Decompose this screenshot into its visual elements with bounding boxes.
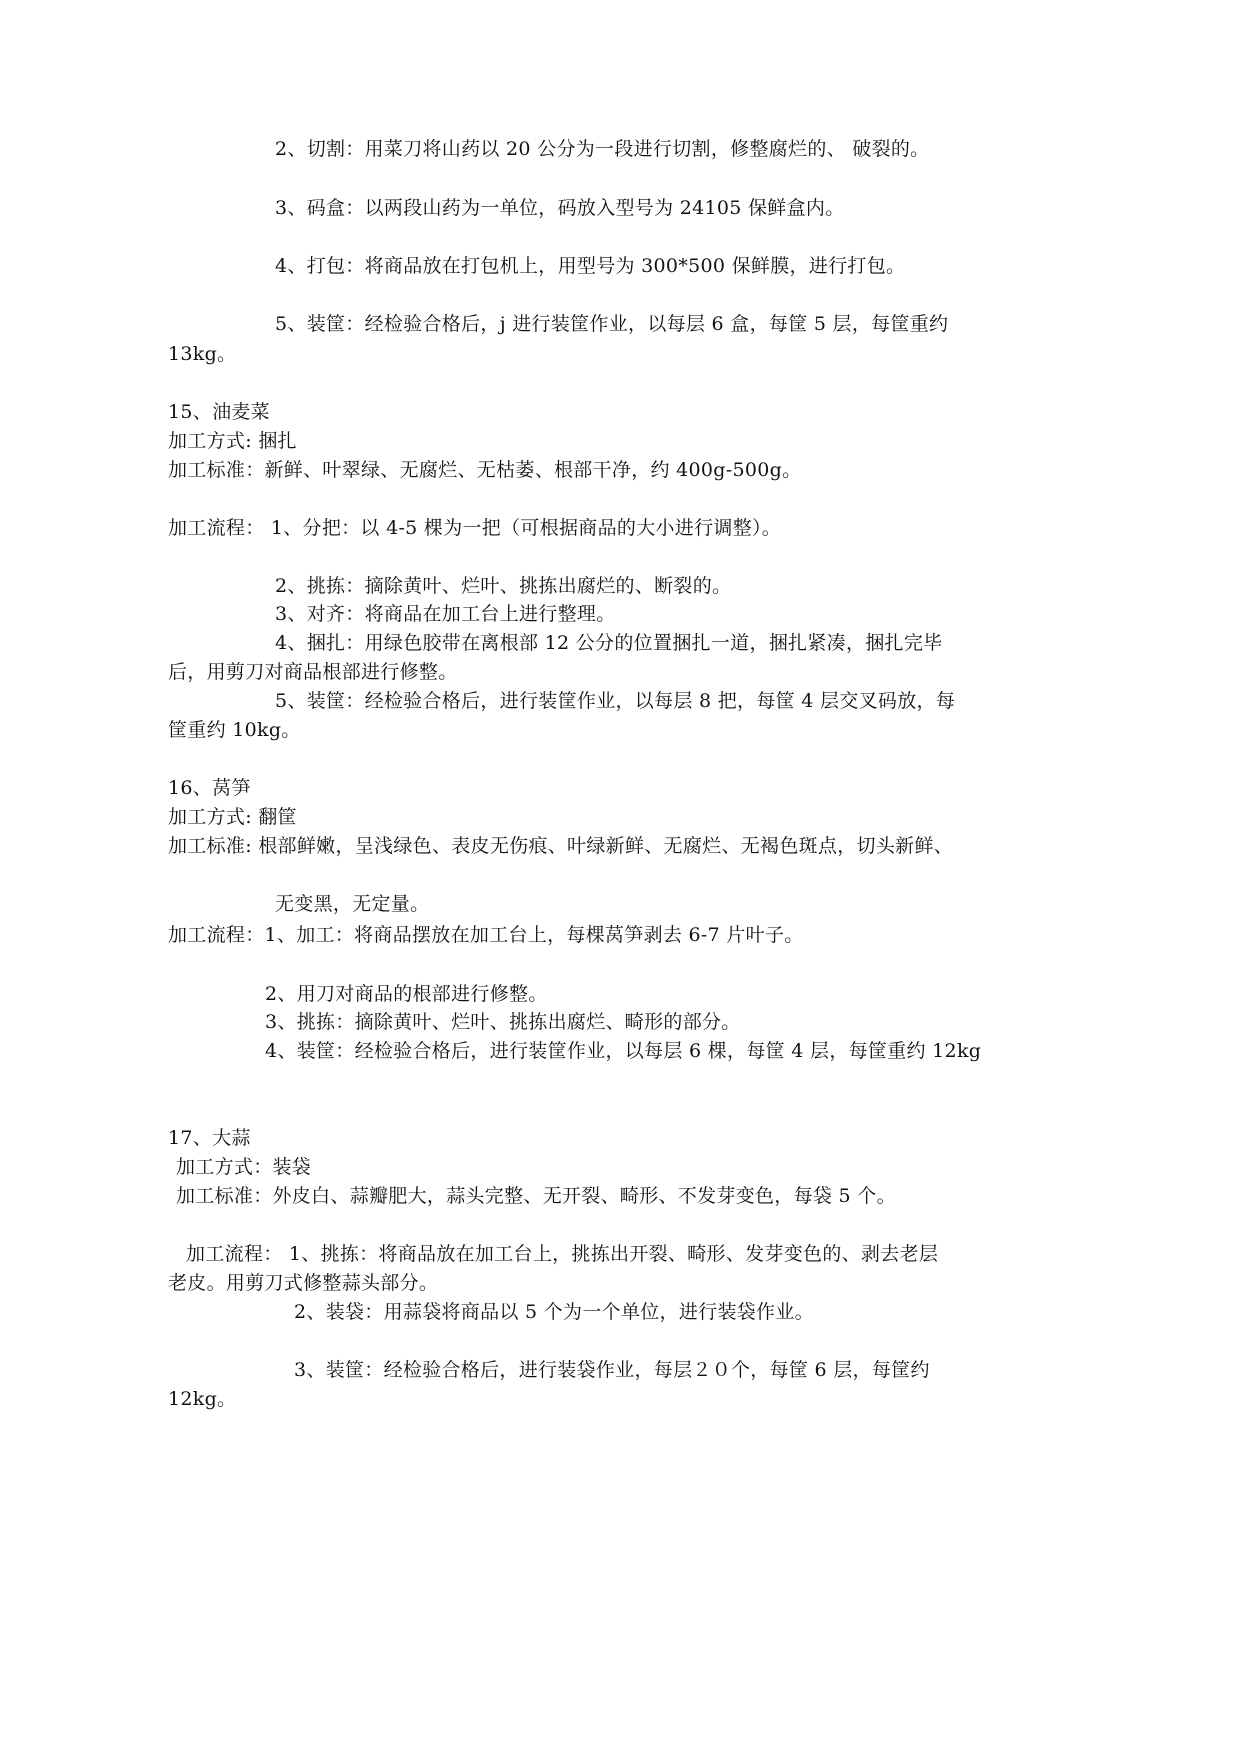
item-16-method: 加工方式: 翻筐 (168, 806, 297, 828)
item-15-step-4: 4、捆扎：用绿色胶带在离根部 12 公分的位置捆扎一道，捆扎紧凑，捆扎完毕 (275, 632, 943, 654)
item-15-method: 加工方式: 捆扎 (168, 430, 297, 452)
yam-step-5-continued: 13kg。 (168, 343, 237, 365)
item-16-title: 16、莴笋 (168, 777, 251, 799)
item-15-step-5: 5、装筐：经检验合格后，进行装筐作业，以每层 8 把，每筐 4 层交叉码放，每 (275, 690, 956, 712)
item-15-step-3: 3、对齐：将商品在加工台上进行整理。 (275, 603, 616, 625)
item-16-standard: 加工标准: 根部鲜嫩，呈浅绿色、表皮无伤痕、叶绿新鲜、无腐烂、无褐色斑点，切头新鲜、 (168, 835, 954, 857)
item-15-title: 15、油麦菜 (168, 401, 270, 423)
item-15-step-2: 2、挑拣：摘除黄叶、烂叶、挑拣出腐烂的、断裂的。 (275, 575, 732, 597)
item-16-step-4: 4、装筐：经检验合格后，进行装筐作业，以每层 6 棵，每筐 4 层，每筐重约 12kg (265, 1040, 982, 1062)
item-17-step-3-continued: 12kg。 (168, 1388, 237, 1410)
item-17-step-3: 3、装筐：经检验合格后，进行装袋作业，每层２０个，每筐 6 层，每筐约 (294, 1359, 930, 1381)
item-17-standard: 加工标准：外皮白、蒜瓣肥大，蒜头完整、无开裂、畸形、不发芽变色，每袋 5 个。 (176, 1185, 896, 1207)
item-15-flow-step-1: 加工流程： 1、分把：以 4-5 棵为一把（可根据商品的大小进行调整）。 (168, 517, 782, 539)
yam-step-2: 2、切割：用菜刀将山药以 20 公分为一段进行切割，修整腐烂的、 破裂的。 (275, 138, 930, 160)
item-17-title: 17、大蒜 (168, 1127, 251, 1149)
item-17-step-2: 2、装袋：用蒜袋将商品以 5 个为一个单位，进行装袋作业。 (294, 1301, 814, 1323)
yam-step-5: 5、装筐：经检验合格后，j 进行装筐作业，以每层 6 盒，每筐 5 层，每筐重约 (275, 313, 949, 335)
item-16-flow-step-1: 加工流程：1、加工：将商品摆放在加工台上，每棵莴笋剥去 6-7 片叶子。 (168, 924, 804, 946)
item-15-step-5-continued: 筐重约 10kg。 (168, 719, 301, 741)
item-16-step-3: 3、挑拣：摘除黄叶、烂叶、挑拣出腐烂、畸形的部分。 (265, 1011, 741, 1033)
item-16-step-2: 2、用刀对商品的根部进行修整。 (265, 983, 548, 1005)
item-17-flow-step-1: 加工流程： 1、挑拣：将商品放在加工台上，挑拣出开裂、畸形、发芽变色的、剥去老层 (186, 1243, 939, 1265)
yam-step-4: 4、打包：将商品放在打包机上，用型号为 300*500 保鲜膜，进行打包。 (275, 255, 906, 277)
yam-step-3: 3、码盒：以两段山药为一单位，码放入型号为 24105 保鲜盒内。 (275, 197, 845, 219)
item-15-step-4-continued: 后，用剪刀对商品根部进行修整。 (168, 661, 458, 683)
item-16-standard-continued: 无变黑，无定量。 (275, 893, 430, 915)
item-17-flow-step-1-continued: 老皮。用剪刀式修整蒜头部分。 (168, 1272, 439, 1294)
item-15-standard: 加工标准：新鲜、叶翠绿、无腐烂、无枯萎、根部干净，约 400g-500g。 (168, 459, 802, 481)
item-17-method: 加工方式：装袋 (176, 1156, 312, 1178)
